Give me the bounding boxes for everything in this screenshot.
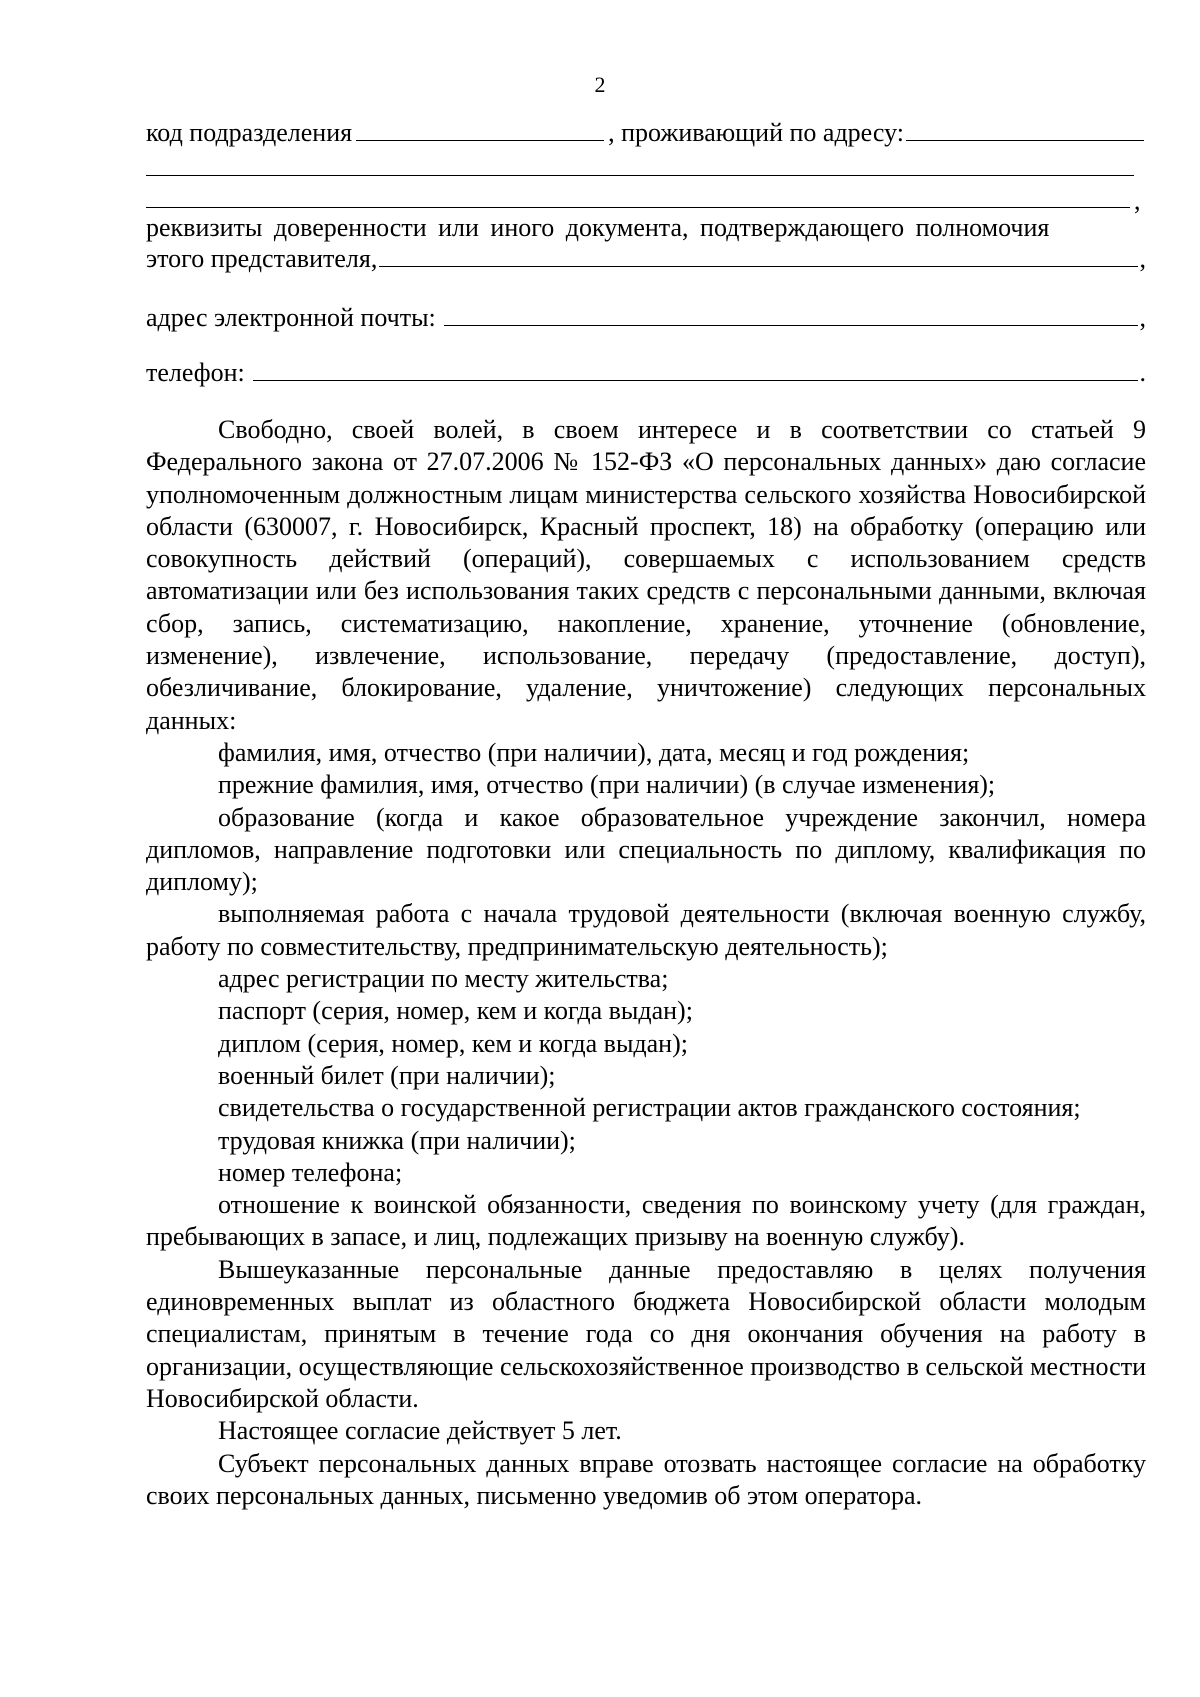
list-item: фамилия, имя, отчество (при наличии), дата, месяц и год рождения; (218, 737, 970, 767)
proxy-label-2: этого представителя, (146, 244, 378, 273)
list-item: прежние фамилия, имя, отчество (при наличии) (в случае изменения); (218, 770, 996, 800)
address-field-2[interactable] (146, 175, 1134, 176)
department-code-row (146, 118, 1146, 148)
proxy-field[interactable] (379, 244, 1137, 267)
proxy-row (146, 244, 1146, 274)
address-field-3[interactable] (146, 207, 1130, 208)
list-item: отношение к воинской обязанности, сведения по воинскому учету (для граждан, пребывающих в запасе, и лиц, подлежащих призыву на военную службу). (146, 1190, 1146, 1252)
list-item: свидетельства о государственной регистрации актов гражданского состояния; (218, 1093, 1081, 1123)
list-item: военный билет (при наличии); (218, 1060, 556, 1090)
department-code-field[interactable] (356, 118, 604, 141)
page-number: 2 (594, 72, 606, 97)
paragraph: Свободно, своей волей, в своем интересе и в соответствии со статьей 9 Федерального закона от 27.07.2006 № 152-ФЗ «О персональных данных» даю согласие уполномоченным должностным лицам министерства сельского хозяйства Новосибирской области (630007, г. Новосибирск, Красный проспект, 18) на обработку (операцию или совокупность действий (операций), совершаемых с использованием средств автоматизации или без использования таких средств с персональными данными, включая сбор, запись, систематизацию, накопление, хранение, уточнение (обновление, изменение), извлечение, использование, передачу (предоставление, доступ), обезличивание, блокирование, удаление, уничтожение) следующих персональных данных: (146, 415, 1146, 735)
email-comma: , (1139, 303, 1146, 332)
email-field[interactable] (444, 303, 1138, 326)
phone-field[interactable] (253, 358, 1138, 381)
list-item: паспорт (серия, номер, кем и когда выдан); (218, 996, 693, 1026)
list-item: диплом (серия, номер, кем и когда выдан); (218, 1028, 688, 1058)
proxy-label-1: реквизиты доверенности или иного документа, подтверждающего полномочия (146, 213, 1050, 242)
list-item: трудовая книжка (при наличии); (218, 1125, 576, 1155)
list-item: адрес регистрации по месту жительства; (218, 964, 669, 994)
phone-period: . (1139, 358, 1146, 387)
email-label: адрес электронной почты: (146, 303, 436, 332)
paragraph: Вышеуказанные персональные данные предоставляю в целях получения единовременных выплат из областного бюджета Новосибирской области молодым специалистам, принятым в течение года со дня окончания обучения на работу в организации, осуществляющие сельскохозяйственное производство в сельской местности Новосибирской области. (146, 1254, 1146, 1413)
list-item: номер телефона; (218, 1157, 403, 1187)
list-item: образование (когда и какое образовательное учреждение закончил, номера дипломов, направление подготовки или специальность по диплому, квалификация по диплому); (146, 802, 1146, 897)
consent-text (146, 414, 1146, 1512)
list-item: выполняемая работа с начала трудовой деятельности (включая военную службу, работу по совместительству, предпринимательскую деятельность); (146, 899, 1146, 961)
paragraph: Субъект персональных данных вправе отозвать настоящее согласие на обработку своих персональных данных, письменно уведомив об этом оператора. (146, 1448, 1146, 1510)
email-row (146, 303, 1146, 333)
phone-row (146, 358, 1146, 388)
phone-label: телефон: (146, 358, 245, 387)
department-code-label: код подразделения (146, 118, 353, 147)
proxy-comma: , (1139, 244, 1146, 273)
address-label: , проживающий по адресу: (608, 118, 904, 147)
proxy-line-1 (146, 213, 1146, 243)
address-comma: , (1134, 186, 1141, 215)
paragraph: Настоящее согласие действует 5 лет. (218, 1416, 622, 1446)
address-field-1[interactable] (906, 118, 1144, 141)
